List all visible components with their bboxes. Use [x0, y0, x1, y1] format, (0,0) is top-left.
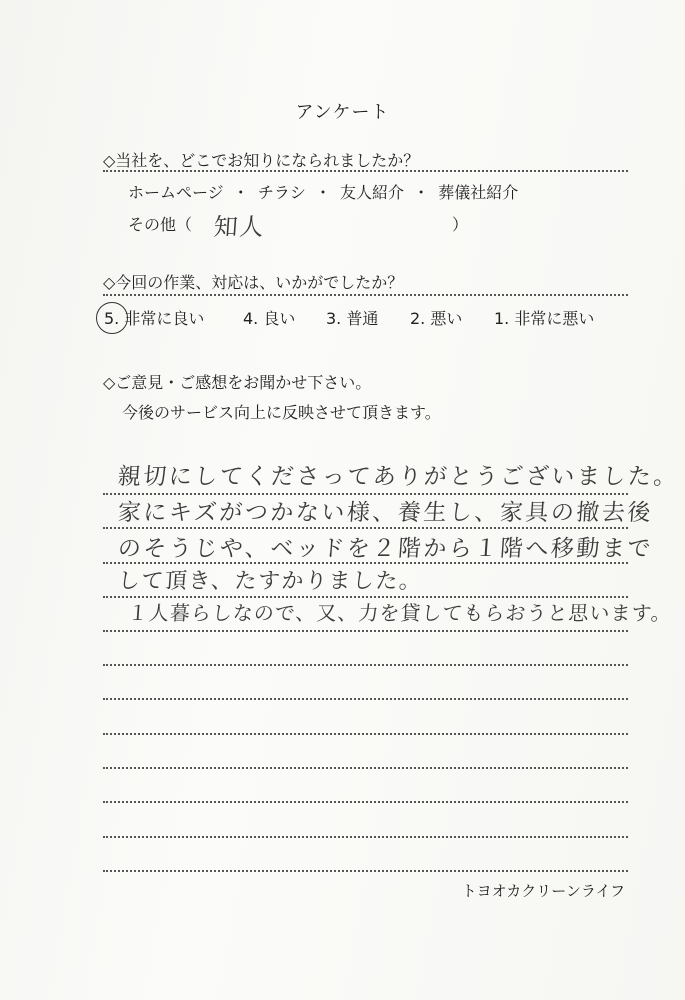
- company-name: トヨオカクリーンライフ: [461, 882, 625, 900]
- ruled-line: [103, 698, 628, 700]
- question-source: ◇当社を、どこでお知りになられましたか？: [103, 151, 420, 170]
- other-answer-handwritten: 知人: [212, 213, 266, 241]
- ruled-line: [103, 630, 628, 632]
- ruled-line: [103, 767, 628, 769]
- ruled-line: [103, 801, 628, 803]
- dotted-divider: [103, 294, 628, 296]
- rating-5: 5. 非常に良い: [104, 309, 205, 328]
- ruled-line: [103, 836, 628, 838]
- rating-4: 4. 良い: [243, 309, 296, 328]
- source-options: ホームページ ・ チラシ ・ 友人紹介 ・ 葬儀社紹介: [128, 183, 519, 202]
- other-close: ）: [452, 215, 469, 234]
- ruled-line: [103, 733, 628, 735]
- comment-line-1: 親切にしてくださってありがとうございました。: [116, 464, 680, 490]
- dotted-divider: [103, 170, 628, 172]
- comment-line-2: 家にキズがつかない様、養生し、家具の撤去後: [116, 500, 654, 526]
- comments-subtitle: 今後のサービス向上に反映させて頂きます。: [122, 403, 441, 422]
- other-label: その他（: [128, 215, 193, 234]
- comment-line-3: のそうじや、ベッドを２階から１階へ移動まで: [116, 536, 654, 562]
- ruled-line: [103, 527, 628, 529]
- rating-3: 3. 普通: [326, 309, 379, 328]
- ruled-line: [103, 664, 628, 666]
- comment-line-4: して頂き、たすかりました。: [116, 569, 424, 594]
- question-comments: ◇ご意見・ご感想をお聞かせ下さい。: [103, 373, 372, 392]
- rating-2: 2. 悪い: [410, 309, 463, 328]
- question-rating: ◇今回の作業、対応は、いかがでしたか？: [103, 273, 404, 292]
- comment-line-5: １人暮らしなので、又、力を貸してもらおうと思います。: [127, 601, 673, 625]
- ruled-line: [103, 870, 628, 872]
- survey-title: アンケート: [295, 102, 390, 123]
- rating-1: 1. 非常に悪い: [494, 309, 595, 328]
